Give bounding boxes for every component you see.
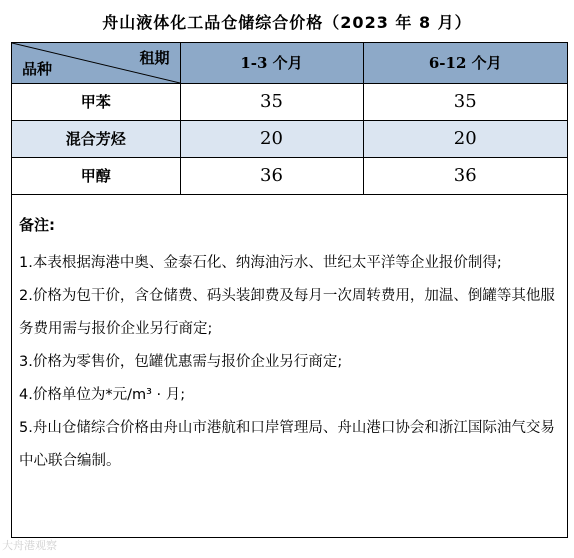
price-cell: 20: [363, 120, 567, 157]
price-cell: 36: [180, 157, 363, 194]
price-cell: 35: [363, 83, 567, 120]
note-item-2: 2.价格为包干价，含仓储费、码头装卸费及每月一次周转费用，加温、倒罐等其他服务费用需与报价企业另行商定;: [19, 288, 555, 337]
notes-section: [19, 206, 564, 478]
note-item-3: 3.价格为零售价，包罐优惠需与报价企业另行商定;: [19, 354, 343, 370]
variety-label: 品种: [22, 59, 53, 78]
row-label: 甲苯: [12, 83, 180, 120]
table-header-row: [12, 43, 567, 83]
column-header-6-12-months: 6-12 个月: [363, 43, 567, 83]
note-item-1: 1.本表根据海港中奥、金泰石化、纳海油污水、世纪太平洋等企业报价制得;: [19, 255, 502, 271]
note-item-4: 4.价格单位为*元/m³ · 月;: [19, 387, 186, 403]
column-header-1-3-months: 1-3 个月: [180, 43, 363, 83]
page-title: 舟山液体化工品仓储综合价格（2023 年 8 月）: [102, 13, 472, 32]
price-table: [12, 43, 567, 195]
period-label: 租期: [139, 49, 170, 67]
table-row-methanol: [12, 157, 567, 194]
price-cell: 36: [363, 157, 567, 194]
watermark: 大舟港观察: [2, 539, 57, 552]
notes-heading: 备注:: [19, 216, 55, 234]
price-table-frame: [11, 42, 568, 538]
corner-header-cell: [12, 43, 180, 83]
table-row-mixed-aromatics: [12, 120, 567, 157]
row-label: 混合芳烃: [12, 120, 180, 157]
row-label: 甲醇: [12, 157, 180, 194]
price-cell: 20: [180, 120, 363, 157]
price-cell: 35: [180, 83, 363, 120]
table-row-toluene: [12, 83, 567, 120]
note-item-5: 5.舟山仓储综合价格由舟山市港航和口岸管理局、舟山港口协会和浙江国际油气交易中心联合编制。: [19, 420, 555, 469]
